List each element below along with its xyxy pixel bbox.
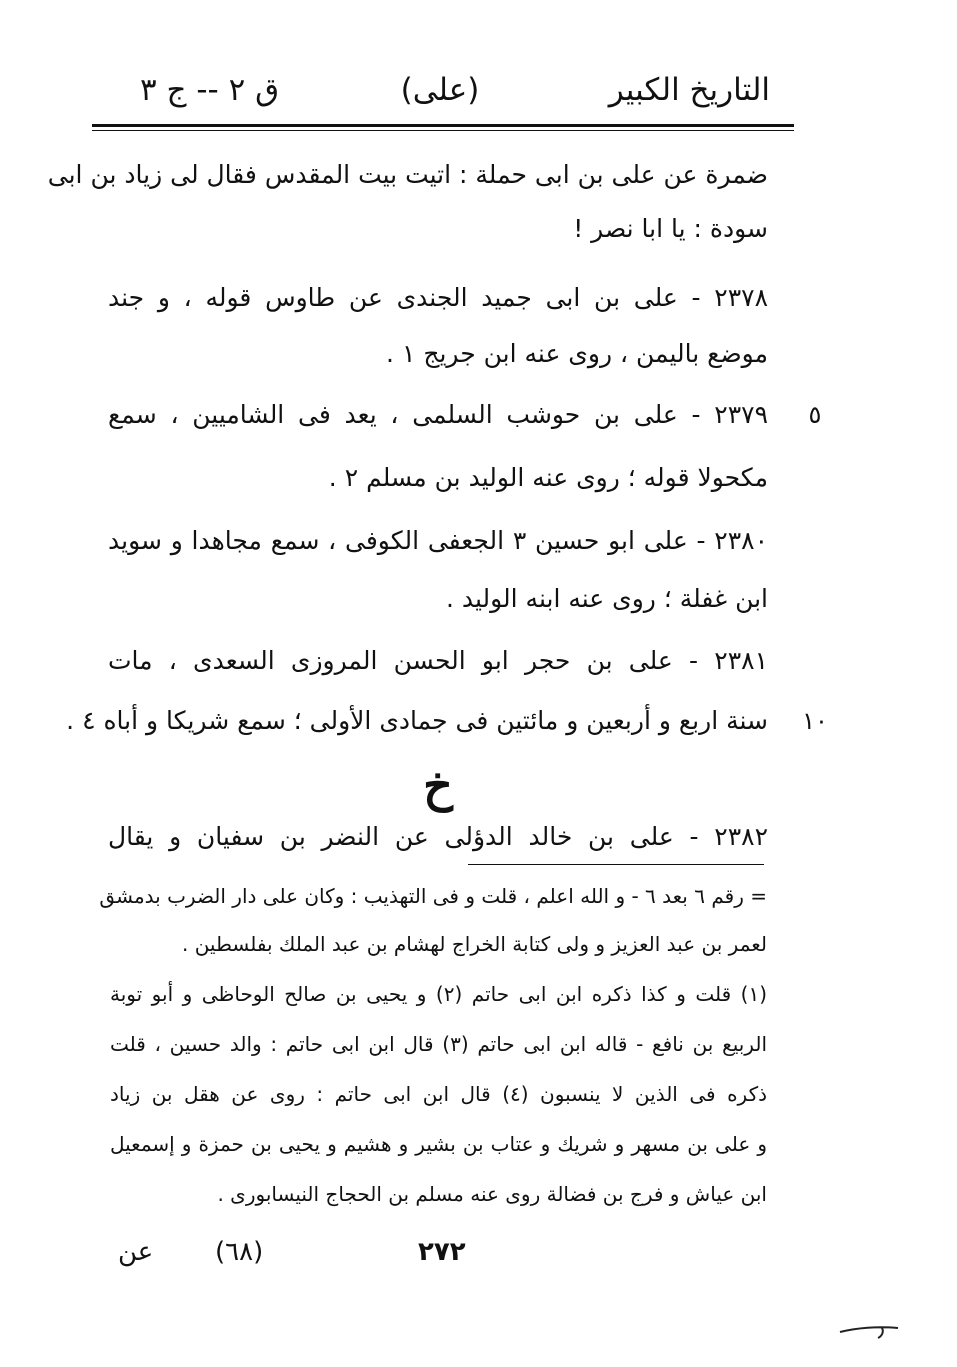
- margin-line-number: ١٠: [802, 707, 828, 735]
- margin-line-number: ٥: [808, 401, 822, 429]
- footnote-rule: [468, 864, 764, 865]
- footnote-line: = رقم ٦ بعد ٦ - و الله اعلم ، قلت و فى التهذيب : وكان على دار الضرب بدمشق: [99, 884, 767, 908]
- body-line: ضمرة عن على بن ابى حملة : اتيت بيت المقدس فقال لى زياد بن ابى: [47, 160, 768, 189]
- signature-mark: (٦٨): [215, 1237, 264, 1267]
- running-header: [110, 66, 770, 122]
- footnote-line: (١) قلت و كذا ذكره ابن ابى حاتم (٢) و يحيى بن صالح الوحاظى و أبو توبة: [110, 982, 768, 1006]
- body-line: سودة : يا ابا نصر !: [573, 214, 768, 243]
- page-number: ٢٧٢: [418, 1237, 466, 1267]
- body-line: ابن غفلة ؛ روى عنه ابنه الوليد .: [445, 584, 768, 613]
- footnote-line: الربيع بن نافع - قاله ابن ابى حاتم (٣) قال ابن ابى حاتم : والد حسين ، قلت: [110, 1032, 767, 1056]
- pen-stroke-mark: [838, 1318, 900, 1340]
- footnote-line: لعمر بن عبد العزيز و ولى كتابة الخراج لهشام بن عبد الملك بفلسطين .: [181, 932, 767, 956]
- header-book-title: التاريخ الكبير: [608, 72, 770, 108]
- entry-2382-line: ٢٣٨٢ - على بن خالد الدؤلى عن النضر بن سفيان و يقال: [108, 822, 768, 851]
- body-line: مكحولا قوله ؛ روى عنه الوليد بن مسلم ٢ .: [328, 463, 768, 492]
- body-line: موضع باليمن ، روى عنه ابن جريج ١ .: [386, 339, 768, 368]
- entry-2380-line: ٢٣٨٠ - على ابو حسين ٣ الجعفى الكوفى ، سمع مجاهدا و سويد: [108, 526, 769, 555]
- catchword: عن: [118, 1237, 154, 1267]
- body-line: سنة اربع و أربعين و مائتين فى جمادى الأولى ؛ سمع شريكا و أباه ٤ .: [66, 706, 768, 735]
- header-rule-thick: [92, 124, 794, 127]
- entry-2378-line: ٢٣٧٨ - على بن ابى جميد الجندى عن طاوس قوله ، و جند: [108, 283, 768, 312]
- header-volume-part: ق ٢ -- ج ٣: [140, 72, 280, 108]
- footnote-line: ذكره فى الذين لا ينسبون (٤) قال ابن ابى حاتم : روى عن هقل بن زياد: [110, 1082, 768, 1106]
- entry-2381-line: ٢٣٨١ - على بن حجر ابو الحسن المروزى السعدى ، مات: [108, 646, 768, 675]
- section-letter-heading: خ: [423, 758, 453, 812]
- header-rule-thin: [92, 130, 794, 131]
- header-entry-name: (على): [400, 72, 480, 108]
- footnote-line: ابن عياش و فرج بن فضالة روى عنه مسلم بن الحجاج النيسابورى .: [217, 1182, 767, 1206]
- entry-2379-line: ٢٣٧٩ - على بن حوشب السلمى ، يعد فى الشاميين ، سمع: [108, 400, 768, 429]
- footnote-line: و على بن مسهر و شريك و عتاب بن بشير و هشيم و يحيى بن حمزة و إسمعيل: [110, 1132, 767, 1156]
